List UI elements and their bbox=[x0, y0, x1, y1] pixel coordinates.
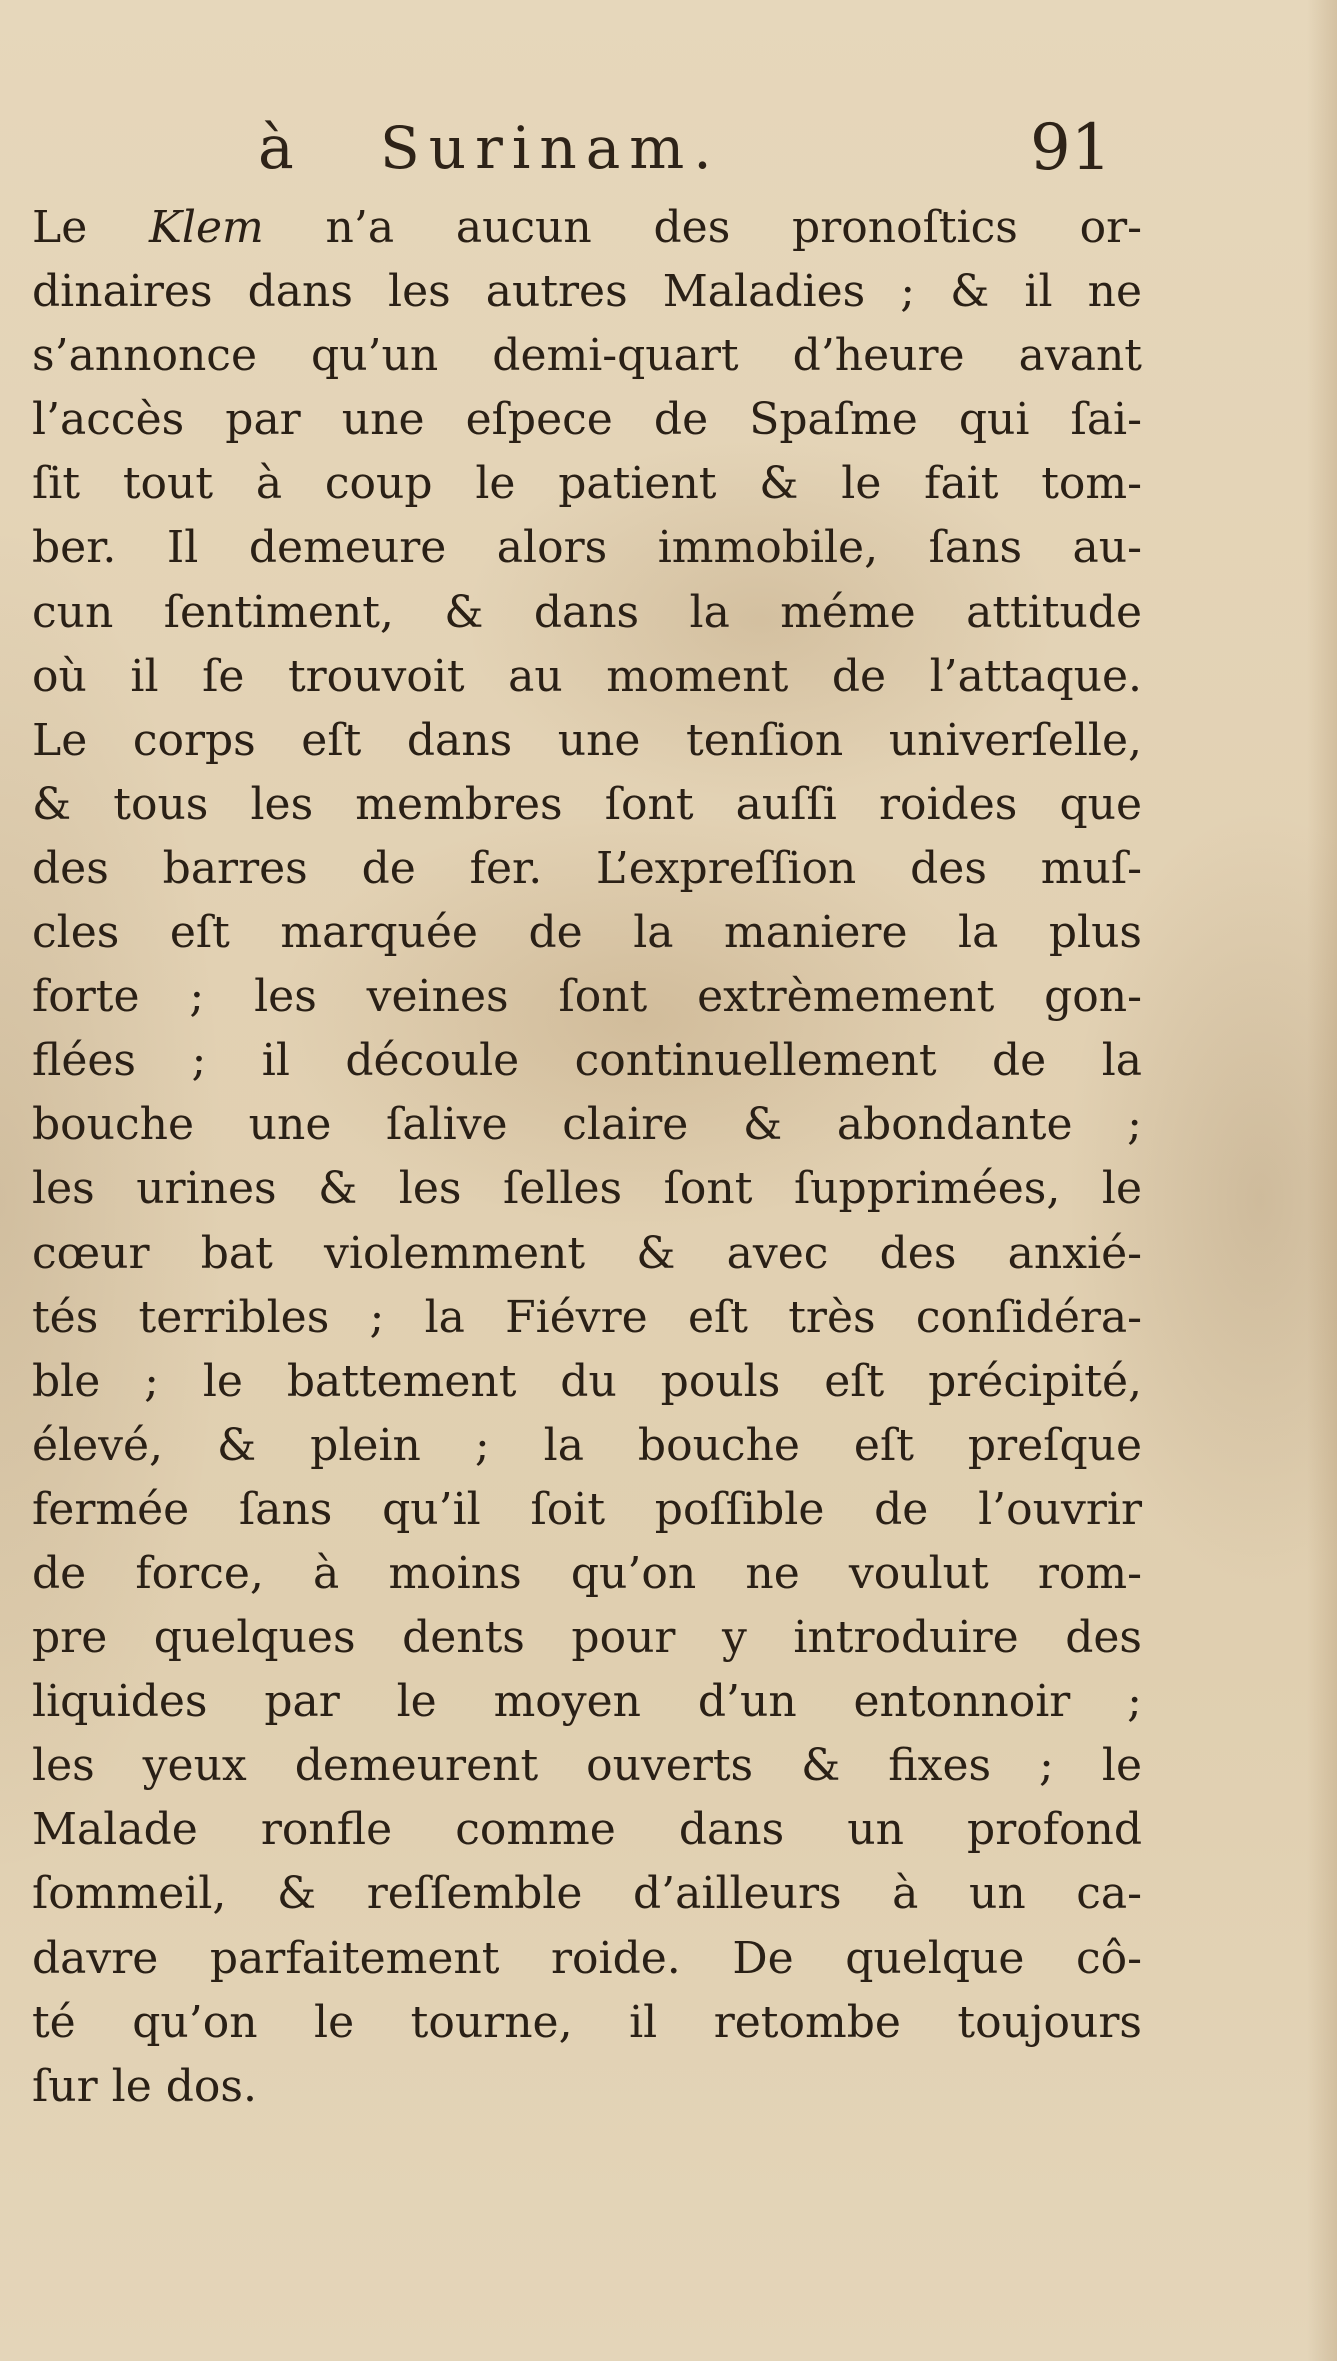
text-line: cles eſt marquée de la maniere la plus bbox=[32, 907, 1142, 959]
text-line: dinaires dans les autres Maladies ; & il ne bbox=[32, 266, 1142, 318]
text-line-last: ſur le dos. bbox=[32, 2060, 257, 2112]
page-number: 91 bbox=[1030, 111, 1112, 185]
text-line: ber. Il demeure alors immobile, ſans au- bbox=[32, 522, 1142, 574]
text-line: ble ; le battement du pouls eſt précipité, bbox=[32, 1355, 1142, 1407]
text-line: davre parfaitement roide. De quelque cô- bbox=[32, 1932, 1142, 1984]
running-head-title: Surinam. bbox=[380, 114, 721, 182]
text-line: l’accès par une eſpece de Spaſme qui ſai- bbox=[32, 394, 1142, 446]
text-line: cun ſentiment, & dans la méme attitude bbox=[32, 586, 1142, 638]
text-line: ſommeil, & reſſemble d’ailleurs à un ca- bbox=[32, 1868, 1142, 1920]
text-line: fermée ſans qu’il ſoit poſſible de l’ouvrir bbox=[32, 1483, 1142, 1535]
text-line: forte ; les veines ſont extrèmement gon- bbox=[32, 971, 1142, 1023]
text-line: les urines & les ſelles ſont ſupprimées, le bbox=[32, 1163, 1142, 1215]
page-edge-shadow bbox=[1307, 0, 1337, 2361]
text-line: pre quelques dents pour y introduire des bbox=[32, 1612, 1142, 1664]
text-line: ſit tout à coup le patient & le fait tom- bbox=[32, 458, 1142, 510]
text-line: Le corps eſt dans une tenſion univerſelle, bbox=[32, 714, 1142, 766]
text-line: té qu’on le tourne, il retombe toujours bbox=[32, 1996, 1142, 2048]
text-line: bouche une ſalive claire & abondante ; bbox=[32, 1099, 1142, 1151]
text-line: où il ſe trouvoit au moment de l’attaque. bbox=[32, 650, 1142, 702]
text-line: élevé, & plein ; la bouche eſt preſque bbox=[32, 1419, 1142, 1471]
text-line: des barres de fer. L’expreſſion des muſ- bbox=[32, 842, 1142, 894]
disease-name: Klem bbox=[149, 202, 264, 253]
running-head-prefix: à bbox=[258, 113, 294, 183]
text-line: s’annonce qu’un demi-quart d’heure avant bbox=[32, 330, 1142, 382]
text-line: cœur bat violemment & avec des anxié- bbox=[32, 1227, 1142, 1279]
text-line-1: Le Klem n’a aucun des pronoſtics or- bbox=[32, 202, 1142, 253]
text-line: de force, à moins qu’on ne voulut rom- bbox=[32, 1547, 1142, 1599]
text-line: liquides par le moyen d’un entonnoir ; bbox=[32, 1676, 1142, 1728]
running-head bbox=[0, 108, 1337, 188]
body-text bbox=[32, 196, 1142, 2119]
text-line: tés terribles ; la Fiévre eſt très conſidéra- bbox=[32, 1291, 1142, 1343]
text-line: flées ; il découle continuellement de la bbox=[32, 1035, 1142, 1087]
text-line: & tous les membres ſont auſſi roides que bbox=[32, 778, 1142, 830]
text-line: Malade ronfle comme dans un profond bbox=[32, 1804, 1142, 1856]
text-line: les yeux demeurent ouverts & fixes ; le bbox=[32, 1740, 1142, 1792]
